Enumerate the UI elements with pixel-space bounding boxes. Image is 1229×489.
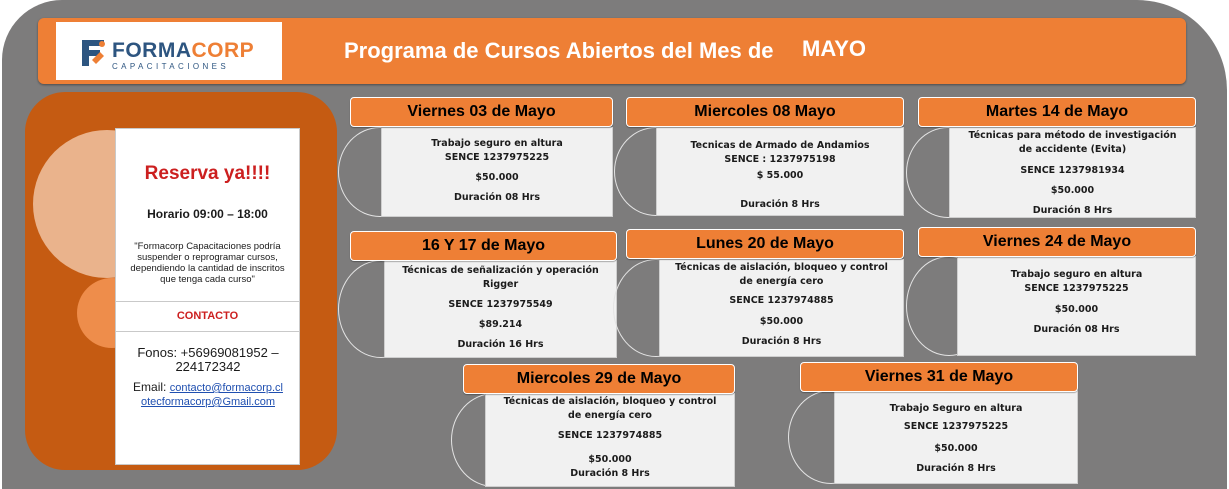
course-line: de energía cero <box>568 410 652 421</box>
email-label: Email: <box>133 380 167 394</box>
course-details <box>384 260 617 358</box>
course-details <box>656 127 904 216</box>
course-line: SENCE 1237981934 <box>1020 165 1125 176</box>
course-date-tab: Viernes 31 de Mayo <box>800 362 1078 392</box>
horario-text: Horario 09:00 – 18:00 <box>147 207 268 221</box>
email-link-contacto[interactable]: contacto@formacorp.cl <box>169 382 283 394</box>
course-line: de energía cero <box>739 276 824 287</box>
course-date-tab: Miercoles 08 Mayo <box>626 97 904 127</box>
course-line: Duración 08 Hrs <box>453 192 541 203</box>
course-details <box>381 127 613 217</box>
course-details <box>957 256 1196 356</box>
course-details <box>949 127 1196 218</box>
course-line: Duración 8 Hrs <box>916 463 996 474</box>
course-date-tab: Viernes 03 de Mayo <box>350 97 613 127</box>
course-details <box>659 259 904 357</box>
logo-tagline: CAPACITACIONES <box>112 62 230 71</box>
fonos-text: Fonos: +56969081952 – 224172342 <box>137 345 279 374</box>
course-date-tab: Martes 14 de Mayo <box>918 97 1196 127</box>
course-line: $50.000 <box>1050 185 1095 196</box>
course-line: Duración 08 Hrs <box>1033 324 1120 335</box>
course-line: $50.000 <box>1054 304 1099 315</box>
page-title-month: MAYO <box>802 36 866 61</box>
course-line: Trabajo seguro en altura <box>1010 269 1143 280</box>
course-line: Rigger <box>482 279 519 290</box>
course-line: Técnicas de aislación, bloqueo y control <box>675 262 888 273</box>
logo-name: FORMACORP <box>112 39 255 62</box>
page-title: Programa de Cursos Abiertos del Mes de <box>344 38 774 63</box>
course-date-tab: Lunes 20 de Mayo <box>626 229 904 259</box>
course-line: SENCE : 1237975198 <box>724 154 836 165</box>
course-line: Duración 8 Hrs <box>741 336 822 347</box>
course-line: Técnicas de aislación, bloqueo y control <box>503 396 717 407</box>
course-line: SENCE 1237975225 <box>1024 283 1129 294</box>
course-date-tab: Miercoles 29 de Mayo <box>463 364 735 394</box>
course-line: Técnicas de señalización y operación <box>402 265 599 276</box>
course-line: $50.000 <box>934 443 978 454</box>
course-line: SENCE 1237975225 <box>903 421 1009 432</box>
course-line: $89.214 <box>478 319 523 330</box>
aviso-text: "Formacorp Capacitaciones podría suspender o reprogramar cursos, dependiendo la cantidad de inscritos que tenga cada curso" <box>130 241 285 285</box>
contacto-label: CONTACTO <box>116 301 299 332</box>
course-details <box>485 393 735 487</box>
email-block <box>120 381 296 409</box>
course-line: SENCE 1237974885 <box>729 295 834 306</box>
course-line: Trabajo Seguro en altura <box>889 403 1023 414</box>
course-line: $ 55.000 <box>756 170 804 181</box>
course-line: Duración 8 Hrs <box>1032 205 1113 216</box>
course-line: Trabajo seguro en altura <box>431 138 563 149</box>
course-line: Técnicas para método de investigación <box>968 130 1177 141</box>
course-date-tab: Viernes 24 de Mayo <box>918 227 1196 257</box>
course-line: $50.000 <box>759 316 804 327</box>
course-line: Tecnicas de Armado de Andamios <box>690 140 870 151</box>
course-details <box>834 390 1078 484</box>
course-line: SENCE 1237975549 <box>448 299 553 310</box>
logo-mark-icon <box>78 36 108 68</box>
formacorp-logo <box>56 22 282 80</box>
course-line: Duración 8 Hrs <box>740 199 820 210</box>
course-line: Duración 16 Hrs <box>457 339 544 350</box>
course-line: $50.000 <box>588 454 632 465</box>
reserva-title: Reserva ya!!!! <box>144 163 271 184</box>
course-line: de accidente (Evita) <box>1018 144 1127 155</box>
reserva-card <box>115 128 300 465</box>
email-link-gmail[interactable]: otecformacorp@Gmail.com <box>140 396 276 408</box>
course-line: $50.000 <box>475 172 519 183</box>
course-line: SENCE 1237974885 <box>557 430 663 441</box>
course-line: Duración 8 Hrs <box>570 468 650 479</box>
course-line: SENCE 1237975225 <box>444 152 550 163</box>
course-date-tab: 16 Y 17 de Mayo <box>350 231 617 261</box>
